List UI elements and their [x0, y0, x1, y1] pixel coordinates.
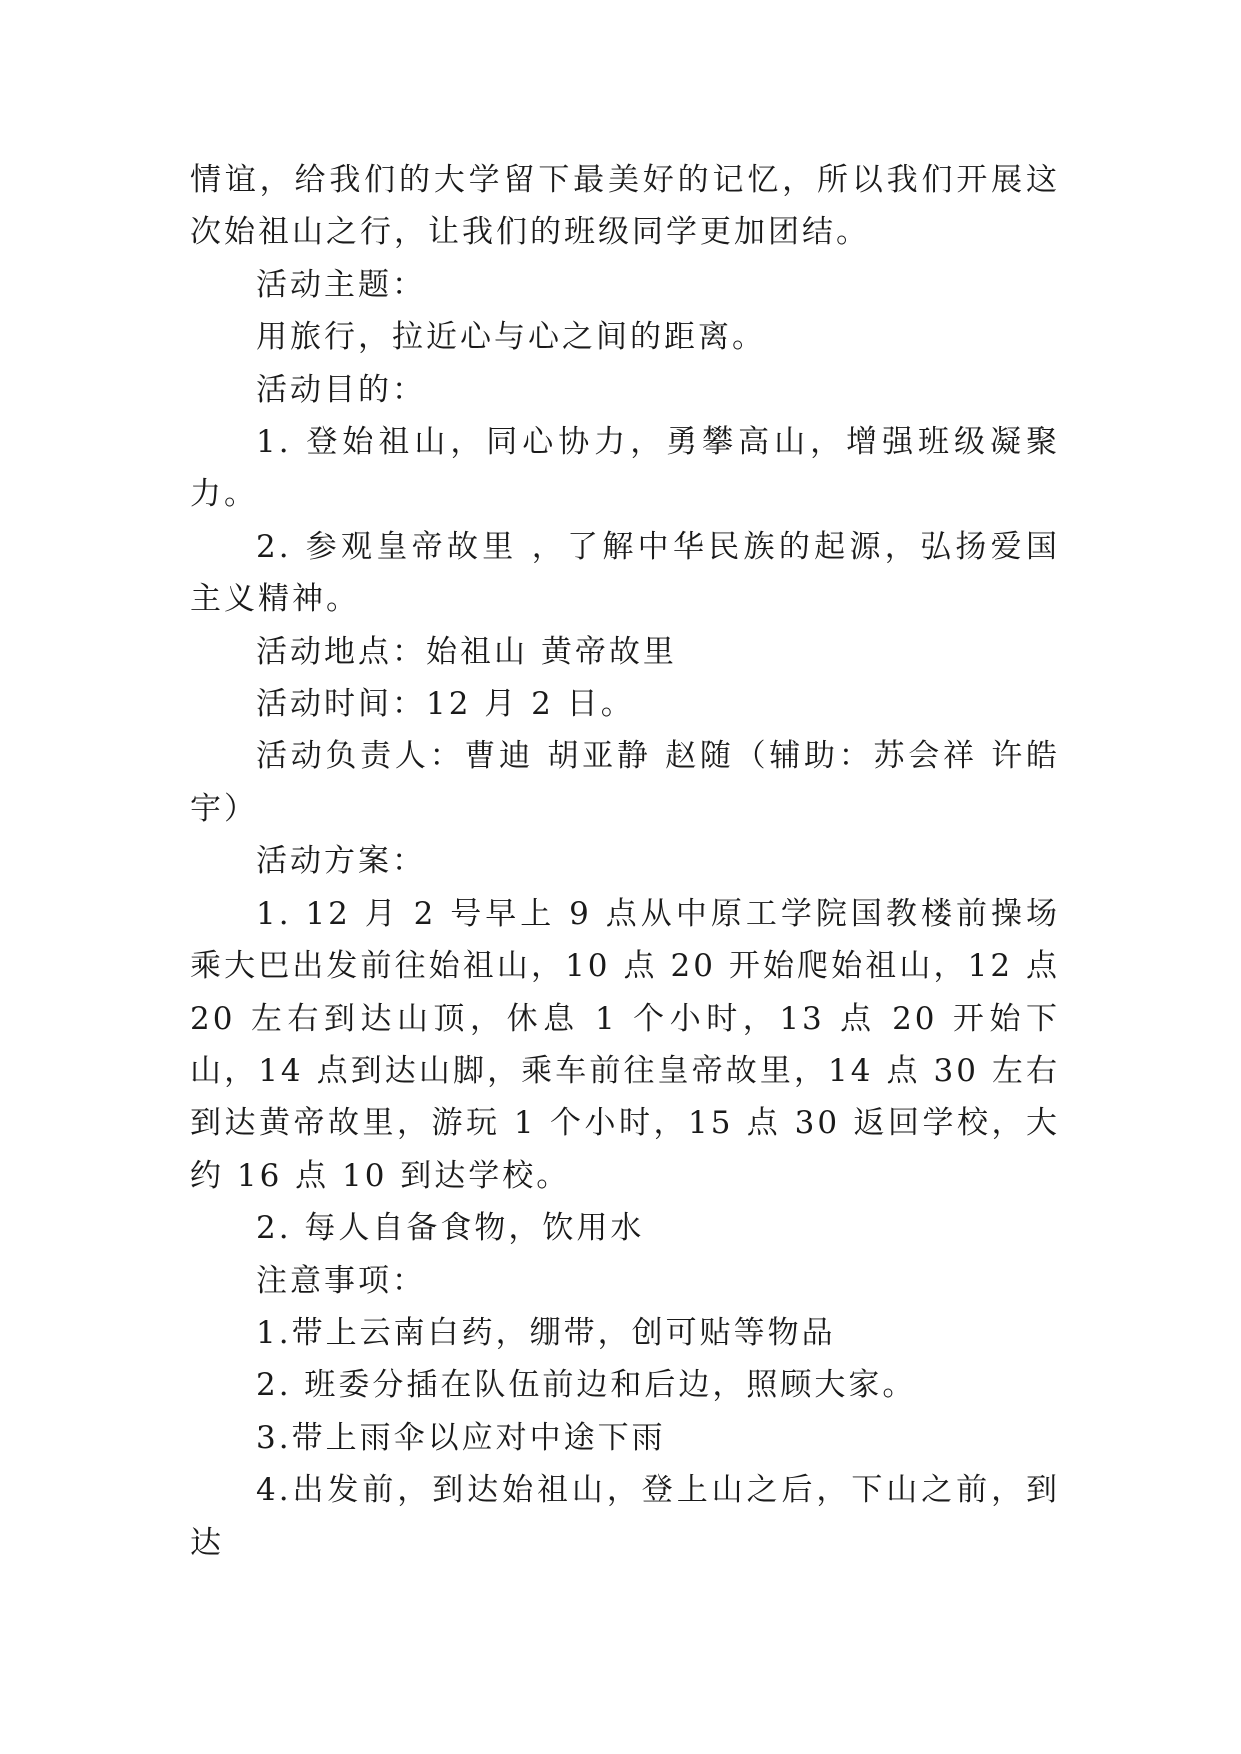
- paragraph-activity-leaders: 活动负责人：曹迪 胡亚静 赵随（辅助：苏会祥 许皓宇）: [190, 738, 1060, 827]
- heading-precautions: 注意事项：: [256, 1262, 426, 1299]
- list-item-purpose-2: 2. 参观皇帝故里 ，了解中华民族的起源，弘扬爱国主义精神。: [190, 528, 1060, 618]
- list-item-precaution-2: 2. 班委分插在队伍前边和后边，照顾大家。: [256, 1367, 917, 1404]
- heading-activity-theme: 活动主题：: [256, 266, 426, 303]
- paragraph-activity-time: 活动时间：12 月 2 日。: [256, 686, 635, 723]
- paragraph-intro-continued: 情谊，给我们的大学留下最美好的记忆，所以我们开展这次始祖山之行，让我们的班级同学更加团结。: [190, 162, 1060, 251]
- heading-activity-plan: 活动方案：: [256, 843, 426, 880]
- list-item-plan-1: 1. 12 月 2 号早上 9 点从中原工学院国教楼前操场乘大巴出发前往始祖山，10 点 20 开始爬始祖山，12 点 20 左右到达山顶，休息 1 个小时，13 点 20 开始下山，14 点到达山脚，乘车前往皇帝故里，14 点 30 左右到达黄帝故里，游玩 1 个小时，15 点 30 返回学校，大约 16 点 10 到达学校。: [190, 895, 1060, 1194]
- heading-activity-purpose: 活动目的：: [256, 371, 426, 408]
- list-item-purpose-1: 1. 登始祖山，同心协力，勇攀高山，增强班级凝聚力。: [190, 424, 1060, 513]
- paragraph-activity-location: 活动地点：始祖山 黄帝故里: [256, 633, 677, 670]
- paragraph-activity-theme: 用旅行，拉近心与心之间的距离。: [256, 319, 766, 356]
- list-item-precaution-3: 3.带上雨伞以应对中途下雨: [256, 1419, 666, 1456]
- list-item-precaution-1: 1.带上云南白药，绷带，创可贴等物品: [256, 1314, 836, 1351]
- list-item-precaution-4: 4.出发前，到达始祖山，登上山之后，下山之前，到达: [190, 1472, 1060, 1561]
- document-body: [190, 154, 1060, 1569]
- list-item-plan-2: 2. 每人自备食物，饮用水: [256, 1210, 645, 1247]
